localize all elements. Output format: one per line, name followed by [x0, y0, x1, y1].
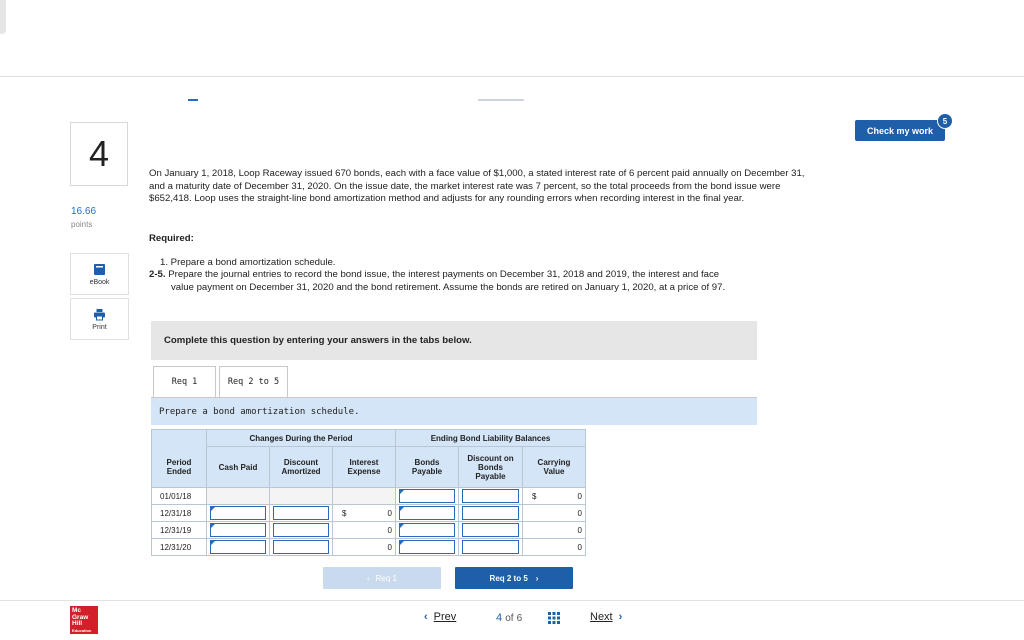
bonds-payable-cell[interactable] — [396, 522, 459, 539]
print-label: Print — [92, 323, 107, 331]
mcgraw-hill-logo — [70, 606, 98, 634]
table-corner — [152, 430, 207, 447]
period-cell: 12/31/19 — [152, 522, 207, 539]
check-my-work-button[interactable] — [855, 120, 945, 141]
amortization-table — [151, 429, 586, 556]
group-header-changes: Changes During the Period — [207, 430, 396, 447]
next-question-button[interactable] — [590, 611, 622, 623]
ebook-label: eBook — [89, 278, 110, 286]
period-cell: 12/31/20 — [152, 539, 207, 556]
page-total: 6 — [516, 613, 523, 624]
logo-line: Mc — [72, 607, 82, 614]
carrying-value-cell — [523, 539, 586, 556]
next-req-label: Req 2 to 5 — [489, 573, 528, 583]
required-heading: Required: — [149, 233, 194, 244]
printer-icon — [93, 308, 106, 321]
carrying-value: 0 — [577, 508, 582, 518]
interest-value: 0 — [387, 508, 392, 518]
table-row — [152, 488, 586, 505]
footer-divider — [0, 600, 1024, 601]
logo-line: Education — [72, 627, 92, 633]
table-row — [152, 522, 586, 539]
carrying-value-cell — [523, 488, 586, 505]
cash-paid-cell[interactable] — [207, 522, 270, 539]
carrying-dollar: $ — [532, 491, 537, 501]
logo-line: Hill — [72, 620, 83, 627]
prev-req-label: Req 1 — [375, 573, 398, 583]
bonds-payable-input[interactable] — [399, 523, 455, 537]
bonds-payable-input[interactable] — [399, 506, 455, 520]
interest-dollar: $ — [342, 508, 347, 518]
prev-label: Prev — [433, 611, 457, 623]
page-of: of — [505, 613, 514, 624]
points-label: points — [71, 220, 93, 229]
requirement-2-5-line2: value payment on December 31, 2020 and the bond retirement. Assume the bonds are retired on January 1, 2020, at a price of 97. — [171, 281, 726, 293]
chevron-right-icon: › — [535, 573, 539, 583]
discount-balance-input[interactable] — [462, 506, 519, 520]
chevron-left-icon: ‹ — [366, 573, 370, 583]
top-divider — [0, 76, 1024, 77]
discount-amortized-input[interactable] — [273, 540, 329, 554]
discount-amortized-cell[interactable] — [270, 539, 333, 556]
table-row — [152, 505, 586, 522]
bonds-payable-cell[interactable] — [396, 539, 459, 556]
bonds-payable-input[interactable] — [399, 489, 455, 503]
interest-expense-cell — [333, 522, 396, 539]
check-count-badge: 5 — [937, 113, 953, 129]
grid-icon[interactable] — [548, 612, 560, 624]
ebook-button[interactable] — [70, 253, 129, 295]
check-my-work-label: Check my work — [866, 125, 934, 136]
requirement-1: 1. Prepare a bond amortization schedule. — [160, 257, 336, 268]
question-text: On January 1, 2018, Loop Raceway issued 670 bonds, each with a face value of $1,000, a stated interest rate of 6 percent paid annually on December 31, and a maturity date of December 31, 2020. On the issue date, the market interest rate was 7 percent, so the total proceeds from the bond issue were $652,418. Loop uses the straight-line bond amortization method and adjusts for any rounding errors when recording interest in the final year. — [149, 168, 805, 205]
logo-line: Graw — [72, 613, 89, 621]
interest-expense-cell — [333, 505, 396, 522]
interest-value: 0 — [387, 542, 392, 552]
requirement-2-5-line1: Prepare the journal entries to record the bond issue, the interest payments on December 31, 2018 and 2019, the interest and face — [168, 269, 720, 280]
scroll-indicator — [478, 99, 524, 101]
discount-balance-input[interactable] — [462, 523, 519, 537]
group-header-balances: Ending Bond Liability Balances — [396, 430, 586, 447]
bonds-payable-input[interactable] — [399, 540, 455, 554]
carrying-value-cell — [523, 505, 586, 522]
bonds-payable-cell[interactable] — [396, 488, 459, 505]
cash-paid-cell[interactable] — [207, 505, 270, 522]
discount-amortized-input[interactable] — [273, 523, 329, 537]
requirement-2-5-number: 2-5. — [149, 269, 166, 280]
cash-paid-input[interactable] — [210, 540, 266, 554]
progress-indicator — [188, 99, 198, 101]
carrying-value: 0 — [577, 542, 582, 552]
requirement-2-5 — [149, 269, 819, 294]
discount-balance-cell[interactable] — [459, 505, 523, 522]
points-value: 16.66 — [71, 206, 97, 217]
cash-paid-cell — [207, 488, 270, 505]
carrying-value: 0 — [577, 525, 582, 535]
discount-amortized-cell — [270, 488, 333, 505]
col-header-cash-paid: Cash Paid — [207, 447, 270, 488]
cash-paid-input[interactable] — [210, 506, 266, 520]
next-label: Next — [590, 611, 613, 623]
instruction-banner: Complete this question by entering your answers in the tabs below. — [151, 321, 757, 360]
prev-req-button[interactable] — [323, 567, 441, 589]
col-header-bonds-payable: Bonds Payable — [396, 447, 459, 488]
interest-value: 0 — [387, 525, 392, 535]
col-header-discount-on-bonds: Discount on Bonds Payable — [459, 447, 523, 488]
discount-balance-input[interactable] — [462, 540, 519, 554]
top-bar — [0, 0, 1024, 100]
page-indicator — [496, 612, 522, 624]
cash-paid-cell[interactable] — [207, 539, 270, 556]
tab-instruction: Prepare a bond amortization schedule. — [151, 398, 757, 425]
period-cell: 12/31/18 — [152, 505, 207, 522]
col-header-discount-amortized: Discount Amortized — [270, 447, 333, 488]
top-left-tab — [0, 0, 6, 34]
page-current: 4 — [496, 612, 503, 624]
cash-paid-input[interactable] — [210, 523, 266, 537]
tab-req-2-to-5[interactable]: Req 2 to 5 — [219, 366, 288, 397]
carrying-value-cell — [523, 522, 586, 539]
book-icon — [93, 263, 106, 276]
discount-amortized-cell[interactable] — [270, 522, 333, 539]
discount-amortized-cell[interactable] — [270, 505, 333, 522]
carrying-value: 0 — [577, 491, 582, 501]
print-button[interactable] — [70, 298, 129, 340]
interest-expense-cell — [333, 539, 396, 556]
col-header-carrying-value: Carrying Value — [523, 447, 586, 488]
col-header-interest-expense: Interest Expense — [333, 447, 396, 488]
next-req-button[interactable] — [455, 567, 573, 589]
interest-expense-cell — [333, 488, 396, 505]
prev-question-button[interactable] — [424, 611, 456, 623]
discount-balance-cell[interactable] — [459, 488, 523, 505]
discount-balance-input[interactable] — [462, 489, 519, 503]
period-cell: 01/01/18 — [152, 488, 207, 505]
chevron-left-icon: ‹ — [424, 611, 428, 623]
discount-amortized-input[interactable] — [273, 506, 329, 520]
col-header-period: Period Ended — [152, 447, 207, 488]
discount-balance-cell[interactable] — [459, 522, 523, 539]
chevron-right-icon: › — [618, 611, 623, 623]
bonds-payable-cell[interactable] — [396, 505, 459, 522]
table-row — [152, 539, 586, 556]
discount-balance-cell[interactable] — [459, 539, 523, 556]
tab-req-1[interactable]: Req 1 — [153, 366, 216, 397]
question-number: 4 — [70, 122, 128, 186]
